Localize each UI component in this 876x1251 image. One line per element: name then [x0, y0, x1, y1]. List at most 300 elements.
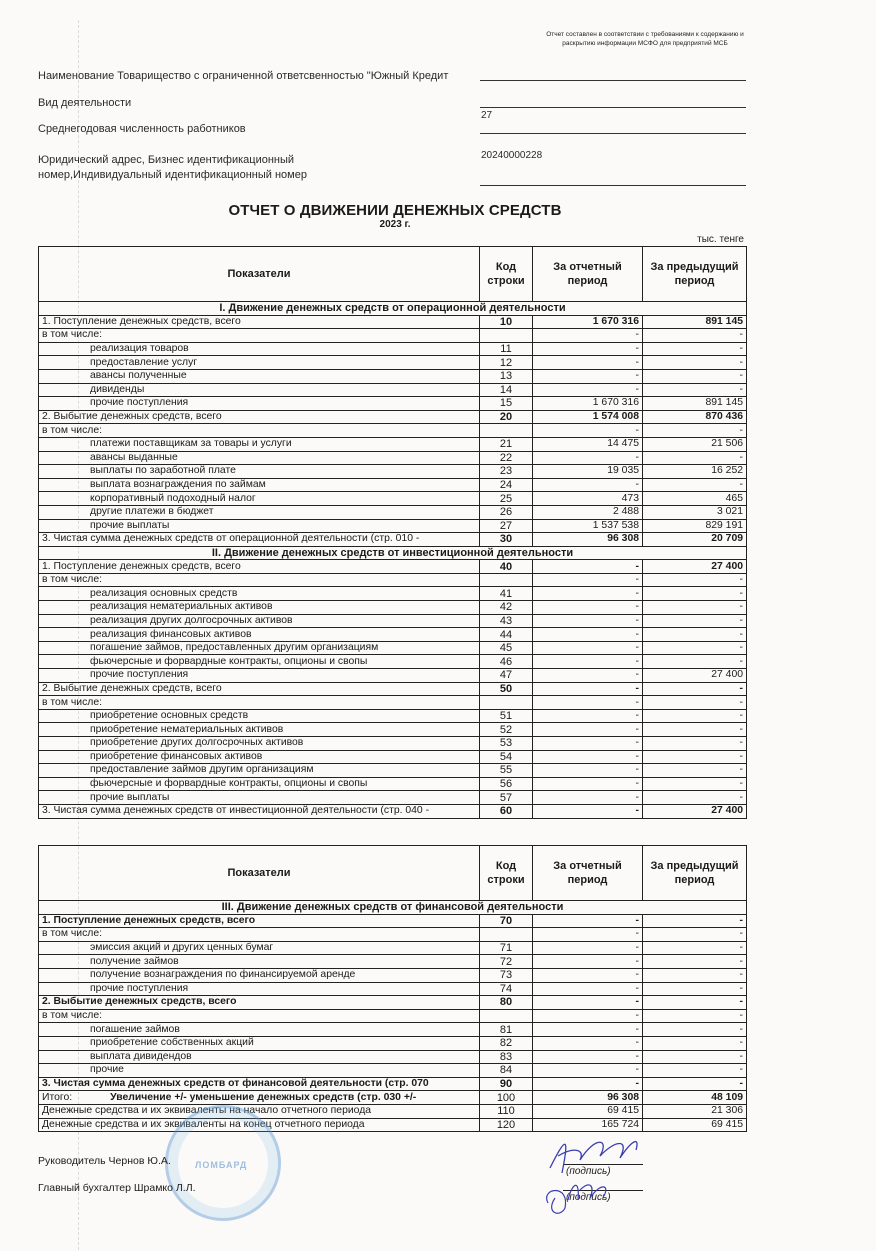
table-row: [39, 601, 747, 615]
row-current-value: -: [533, 709, 643, 723]
row-code: [480, 573, 533, 587]
row-code: 25: [480, 492, 533, 506]
row-current-value: -: [533, 982, 643, 996]
table-row: [39, 329, 747, 343]
row-label: [39, 1104, 480, 1118]
row-previous-value: -: [643, 791, 747, 805]
row-previous-value: 20 709: [643, 533, 747, 547]
table-row: [39, 437, 747, 451]
row-label: авансы полученные: [39, 369, 480, 383]
row-code: 51: [480, 709, 533, 723]
row-code: 12: [480, 356, 533, 370]
row-current-value: 2 488: [533, 505, 643, 519]
row-previous-value: -: [643, 369, 747, 383]
table-row: [39, 1023, 747, 1037]
table-row: [39, 669, 747, 683]
units-label: тыс. тенге: [697, 234, 744, 245]
table-row: [39, 804, 747, 818]
row-previous-value: -: [643, 709, 747, 723]
row-previous-value: -: [643, 641, 747, 655]
row-code: [480, 1009, 533, 1023]
accountant-signature-caption: (подпись): [566, 1192, 611, 1203]
column-header-indicator: Показатели: [39, 846, 480, 901]
address-line: [480, 185, 746, 186]
row-code: 55: [480, 764, 533, 778]
row-code: 14: [480, 383, 533, 397]
table-row: [39, 764, 747, 778]
row-label: 1. Поступление денежных средств, всего: [39, 315, 480, 329]
row-label: в том числе:: [39, 928, 480, 942]
row-code: 13: [480, 369, 533, 383]
director-signature-caption: (подпись): [566, 1166, 611, 1177]
row-code: 53: [480, 737, 533, 751]
section-header-row: [39, 302, 747, 316]
row-code: 44: [480, 628, 533, 642]
row-previous-value: -: [643, 601, 747, 615]
row-code: 42: [480, 601, 533, 615]
table-row: [39, 996, 747, 1010]
row-code: 27: [480, 519, 533, 533]
row-current-value: -: [533, 804, 643, 818]
table-row: [39, 315, 747, 329]
table-row: [39, 560, 747, 574]
row-current-value: -: [533, 750, 643, 764]
row-label: прочие: [39, 1064, 480, 1078]
row-previous-value: -: [643, 356, 747, 370]
row-label: приобретение других долгосрочных активов: [39, 737, 480, 751]
row-current-value: -: [533, 424, 643, 438]
row-previous-value: 16 252: [643, 465, 747, 479]
table-row: [39, 383, 747, 397]
section-header-row: [39, 901, 747, 915]
table-row: [39, 750, 747, 764]
row-current-value: -: [533, 669, 643, 683]
row-label: авансы выданные: [39, 451, 480, 465]
table-row: [39, 696, 747, 710]
row-code: 45: [480, 641, 533, 655]
employees-label: Среднегодовая численность работников: [38, 123, 246, 135]
column-header-previous: За предыдущий период: [643, 846, 747, 901]
row-label: выплата вознаграждения по займам: [39, 478, 480, 492]
row-previous-value: -: [643, 682, 747, 696]
row-label: прочие поступления: [39, 669, 480, 683]
table-row: [39, 941, 747, 955]
row-current-value: -: [533, 478, 643, 492]
row-code: [480, 928, 533, 942]
column-header-indicator: Показатели: [39, 247, 480, 302]
row-current-value: 69 415: [533, 1104, 643, 1118]
row-label: приобретение финансовых активов: [39, 750, 480, 764]
row-label: реализация нематериальных активов: [39, 601, 480, 615]
row-label: в том числе:: [39, 424, 480, 438]
column-header-code: Код строки: [480, 247, 533, 302]
employees-line: [480, 133, 746, 134]
row-current-value: -: [533, 928, 643, 942]
row-current-value: 165 724: [533, 1118, 643, 1132]
row-previous-value: -: [643, 1064, 747, 1078]
row-label: 2. Выбытие денежных средств, всего: [39, 996, 480, 1010]
row-current-value: 19 035: [533, 465, 643, 479]
row-previous-value: 27 400: [643, 804, 747, 818]
row-label: дивиденды: [39, 383, 480, 397]
row-label: корпоративный подоходный налог: [39, 492, 480, 506]
row-current-value: 1 574 008: [533, 410, 643, 424]
row-current-value: -: [533, 560, 643, 574]
row-previous-value: -: [643, 1036, 747, 1050]
row-code: 54: [480, 750, 533, 764]
address-label-1: Юридический адрес, Бизнес идентификационный: [38, 154, 295, 166]
table-row: [39, 614, 747, 628]
stamp-text: ЛОМБАРД: [195, 1160, 248, 1170]
row-label: погашение займов, предоставленных другим организациям: [39, 641, 480, 655]
table-row: [39, 424, 747, 438]
row-current-value: -: [533, 996, 643, 1010]
row-current-value: 473: [533, 492, 643, 506]
row-label: реализация других долгосрочных активов: [39, 614, 480, 628]
row-label: платежи поставщикам за товары и услуги: [39, 437, 480, 451]
total-prefix: Итого:: [42, 1091, 73, 1103]
row-previous-value: -: [643, 1009, 747, 1023]
row-current-value: -: [533, 1009, 643, 1023]
row-current-value: -: [533, 1050, 643, 1064]
row-current-value: -: [533, 777, 643, 791]
row-label: 3. Чистая сумма денежных средств от инвестиционной деятельности (стр. 040 -: [39, 804, 480, 818]
company-name-label: Наименование Товарищество с ограниченной ответсвенностью "Южный Кредит: [38, 70, 449, 82]
row-code: 70: [480, 914, 533, 928]
row-label: другие платежи в бюджет: [39, 505, 480, 519]
column-header-current: За отчетный период: [533, 846, 643, 901]
row-label: реализация финансовых активов: [39, 628, 480, 642]
row-previous-value: -: [643, 777, 747, 791]
row-previous-value: -: [643, 723, 747, 737]
table-row: [39, 533, 747, 547]
row-previous-value: 21 306: [643, 1104, 747, 1118]
row-current-value: -: [533, 356, 643, 370]
row-previous-value: -: [643, 424, 747, 438]
row-current-value: -: [533, 682, 643, 696]
row-code: 73: [480, 968, 533, 982]
table-row: [39, 955, 747, 969]
row-code: 81: [480, 1023, 533, 1037]
row-code: 74: [480, 982, 533, 996]
row-code: 30: [480, 533, 533, 547]
row-code: 82: [480, 1036, 533, 1050]
row-previous-value: -: [643, 737, 747, 751]
section-title: I. Движение денежных средств от операционной деятельности: [39, 302, 747, 316]
row-previous-value: -: [643, 914, 747, 928]
row-current-value: -: [533, 451, 643, 465]
row-current-value: -: [533, 764, 643, 778]
report-title: ОТЧЕТ О ДВИЖЕНИИ ДЕНЕЖНЫХ СРЕДСТВ: [228, 202, 562, 219]
company-name-line: [480, 80, 746, 81]
row-code: 56: [480, 777, 533, 791]
row-code: 84: [480, 1064, 533, 1078]
row-label: получение займов: [39, 955, 480, 969]
row-previous-value: -: [643, 614, 747, 628]
row-previous-value: 891 145: [643, 315, 747, 329]
row-label: прочие поступления: [39, 982, 480, 996]
row-previous-value: -: [643, 1023, 747, 1037]
total-row: [39, 1104, 747, 1118]
row-current-value: -: [533, 1036, 643, 1050]
row-current-value: -: [533, 723, 643, 737]
row-label: эмиссия акций и других ценных бумаг: [39, 941, 480, 955]
table-row: [39, 1036, 747, 1050]
table-row: [39, 914, 747, 928]
row-code: 120: [480, 1118, 533, 1132]
table-row: [39, 505, 747, 519]
accountant-signature-icon: [547, 1185, 606, 1213]
row-current-value: -: [533, 655, 643, 669]
row-code: 41: [480, 587, 533, 601]
section-title: II. Движение денежных средств от инвестиционной деятельности: [39, 546, 747, 560]
row-previous-value: -: [643, 451, 747, 465]
row-code: 47: [480, 669, 533, 683]
row-code: [480, 424, 533, 438]
row-label: прочие выплаты: [39, 791, 480, 805]
row-previous-value: -: [643, 941, 747, 955]
table-row: [39, 1009, 747, 1023]
row-label: в том числе:: [39, 329, 480, 343]
accountant-label: Главный бухгалтер Шрамко Л.Л.: [38, 1182, 196, 1194]
row-label: 2. Выбытие денежных средств, всего: [39, 410, 480, 424]
row-previous-value: 27 400: [643, 669, 747, 683]
row-label: прочие поступления: [39, 397, 480, 411]
row-current-value: -: [533, 329, 643, 343]
row-previous-value: -: [643, 628, 747, 642]
row-code: 15: [480, 397, 533, 411]
table-row: [39, 519, 747, 533]
row-label: реализация товаров: [39, 342, 480, 356]
row-label: 2. Выбытие денежных средств, всего: [39, 682, 480, 696]
row-label: получение вознаграждения по финансируемой аренде: [39, 968, 480, 982]
row-current-value: -: [533, 641, 643, 655]
employees-value: 27: [481, 110, 493, 121]
row-code: 43: [480, 614, 533, 628]
row-current-value: 96 308: [533, 1091, 643, 1105]
table-row: [39, 1077, 747, 1091]
row-current-value: -: [533, 914, 643, 928]
column-header-code: Код строки: [480, 846, 533, 901]
director-signature-icon: [550, 1142, 637, 1173]
row-previous-value: -: [643, 655, 747, 669]
row-current-value: 14 475: [533, 437, 643, 451]
row-previous-value: -: [643, 996, 747, 1010]
row-current-value: 1 670 316: [533, 315, 643, 329]
row-code: 50: [480, 682, 533, 696]
row-code: 110: [480, 1104, 533, 1118]
row-previous-value: -: [643, 478, 747, 492]
table-row: [39, 1050, 747, 1064]
row-code: 24: [480, 478, 533, 492]
table-row: [39, 682, 747, 696]
total-row: [39, 1091, 747, 1105]
table-row: [39, 709, 747, 723]
row-previous-value: 870 436: [643, 410, 747, 424]
row-previous-value: -: [643, 329, 747, 343]
cash-flow-table-2: [38, 845, 747, 1132]
row-code: 72: [480, 955, 533, 969]
row-code: 80: [480, 996, 533, 1010]
row-label: 1. Поступление денежных средств, всего: [39, 560, 480, 574]
row-current-value: -: [533, 614, 643, 628]
table-row: [39, 982, 747, 996]
table-row: [39, 628, 747, 642]
total-label-text: Денежные средства и их эквиваленты на начало отчетного периода: [42, 1105, 372, 1117]
table-row: [39, 451, 747, 465]
row-label: в том числе:: [39, 1009, 480, 1023]
row-current-value: -: [533, 573, 643, 587]
row-current-value: 1 537 538: [533, 519, 643, 533]
row-code: 21: [480, 437, 533, 451]
table-row: [39, 1064, 747, 1078]
total-label-text: Увеличение +/- уменьшение денежных средств (стр. 030 +/-: [110, 1091, 417, 1103]
handwritten-signatures: [540, 1128, 650, 1218]
report-year: 2023 г.: [379, 219, 411, 230]
table-row: [39, 641, 747, 655]
row-label: фьючерсные и форвардные контракты, опционы и свопы: [39, 655, 480, 669]
row-label: выплаты по заработной плате: [39, 465, 480, 479]
row-current-value: -: [533, 941, 643, 955]
total-label-text: Денежные средства и их эквиваленты на конец отчетного периода: [42, 1118, 365, 1130]
table-row: [39, 342, 747, 356]
table-row: [39, 573, 747, 587]
row-previous-value: -: [643, 573, 747, 587]
row-code: [480, 696, 533, 710]
row-code: 100: [480, 1091, 533, 1105]
row-code: 22: [480, 451, 533, 465]
row-code: 46: [480, 655, 533, 669]
table-row: [39, 465, 747, 479]
row-code: 11: [480, 342, 533, 356]
row-previous-value: -: [643, 696, 747, 710]
row-code: 83: [480, 1050, 533, 1064]
row-label: фьючерсные и форвардные контракты, опционы и свопы: [39, 777, 480, 791]
row-previous-value: 48 109: [643, 1091, 747, 1105]
row-label: предоставление займов другим организациям: [39, 764, 480, 778]
row-current-value: -: [533, 383, 643, 397]
row-label: погашение займов: [39, 1023, 480, 1037]
row-label: 3. Чистая сумма денежных средств от операционной деятельности (стр. 010 -: [39, 533, 480, 547]
table-row: [39, 968, 747, 982]
row-code: [480, 329, 533, 343]
row-label: реализация основных средств: [39, 587, 480, 601]
row-current-value: -: [533, 791, 643, 805]
row-previous-value: -: [643, 764, 747, 778]
row-code: 20: [480, 410, 533, 424]
table-row: [39, 492, 747, 506]
row-label: выплата дивидендов: [39, 1050, 480, 1064]
column-header-current: За отчетный период: [533, 247, 643, 302]
row-current-value: 96 308: [533, 533, 643, 547]
table-row: [39, 397, 747, 411]
table-row: [39, 478, 747, 492]
row-label: прочие выплаты: [39, 519, 480, 533]
row-label: приобретение основных средств: [39, 709, 480, 723]
row-label: предоставление услуг: [39, 356, 480, 370]
row-code: 23: [480, 465, 533, 479]
row-label: 1. Поступление денежных средств, всего: [39, 914, 480, 928]
row-label: [39, 1091, 480, 1105]
row-code: 90: [480, 1077, 533, 1091]
row-code: 40: [480, 560, 533, 574]
table-row: [39, 587, 747, 601]
row-previous-value: -: [643, 928, 747, 942]
row-code: 60: [480, 804, 533, 818]
address-label-2: номер,Индивидуальный идентификационный номер: [38, 169, 307, 181]
row-current-value: -: [533, 737, 643, 751]
row-previous-value: 465: [643, 492, 747, 506]
activity-line: [480, 107, 746, 108]
row-current-value: -: [533, 1064, 643, 1078]
table-row: [39, 655, 747, 669]
row-code: 71: [480, 941, 533, 955]
column-header-previous: За предыдущий период: [643, 247, 747, 302]
row-previous-value: -: [643, 342, 747, 356]
row-current-value: -: [533, 955, 643, 969]
table-row: [39, 737, 747, 751]
row-previous-value: 21 506: [643, 437, 747, 451]
row-previous-value: 27 400: [643, 560, 747, 574]
row-current-value: -: [533, 601, 643, 615]
row-code: 52: [480, 723, 533, 737]
row-label: в том числе:: [39, 573, 480, 587]
table-row: [39, 356, 747, 370]
row-current-value: -: [533, 342, 643, 356]
table-row: [39, 723, 747, 737]
ifrs-note: Отчет составлен в соответствии с требованиями к содержанию и раскрытию информации МСФО для предприятий МСБ: [546, 31, 744, 47]
row-current-value: -: [533, 968, 643, 982]
row-label: в том числе:: [39, 696, 480, 710]
table-row: [39, 410, 747, 424]
cash-flow-table-1: [38, 246, 747, 819]
row-label: 3. Чистая сумма денежных средств от финансовой деятельности (стр. 070: [39, 1077, 480, 1091]
row-label: приобретение нематериальных активов: [39, 723, 480, 737]
row-previous-value: 891 145: [643, 397, 747, 411]
row-code: 57: [480, 791, 533, 805]
row-previous-value: -: [643, 1050, 747, 1064]
row-previous-value: 69 415: [643, 1118, 747, 1132]
row-current-value: -: [533, 696, 643, 710]
row-label: приобретение собственных акций: [39, 1036, 480, 1050]
row-code: 10: [480, 315, 533, 329]
table-row: [39, 791, 747, 805]
row-current-value: 1 670 316: [533, 397, 643, 411]
bin-value: 20240000228: [481, 150, 543, 161]
row-previous-value: -: [643, 587, 747, 601]
row-previous-value: -: [643, 750, 747, 764]
row-current-value: -: [533, 628, 643, 642]
director-label: Руководитель Чернов Ю.А.: [38, 1155, 171, 1167]
row-current-value: -: [533, 1077, 643, 1091]
row-previous-value: -: [643, 383, 747, 397]
activity-label: Вид деятельности: [38, 97, 132, 109]
row-previous-value: -: [643, 968, 747, 982]
row-current-value: -: [533, 587, 643, 601]
table-row: [39, 777, 747, 791]
section-title: III. Движение денежных средств от финансовой деятельности: [39, 901, 747, 915]
row-previous-value: -: [643, 1077, 747, 1091]
row-previous-value: 3 021: [643, 505, 747, 519]
row-previous-value: -: [643, 982, 747, 996]
row-current-value: -: [533, 369, 643, 383]
row-previous-value: -: [643, 955, 747, 969]
table-row: [39, 928, 747, 942]
section-header-row: [39, 546, 747, 560]
row-current-value: -: [533, 1023, 643, 1037]
table-row: [39, 369, 747, 383]
row-code: 26: [480, 505, 533, 519]
